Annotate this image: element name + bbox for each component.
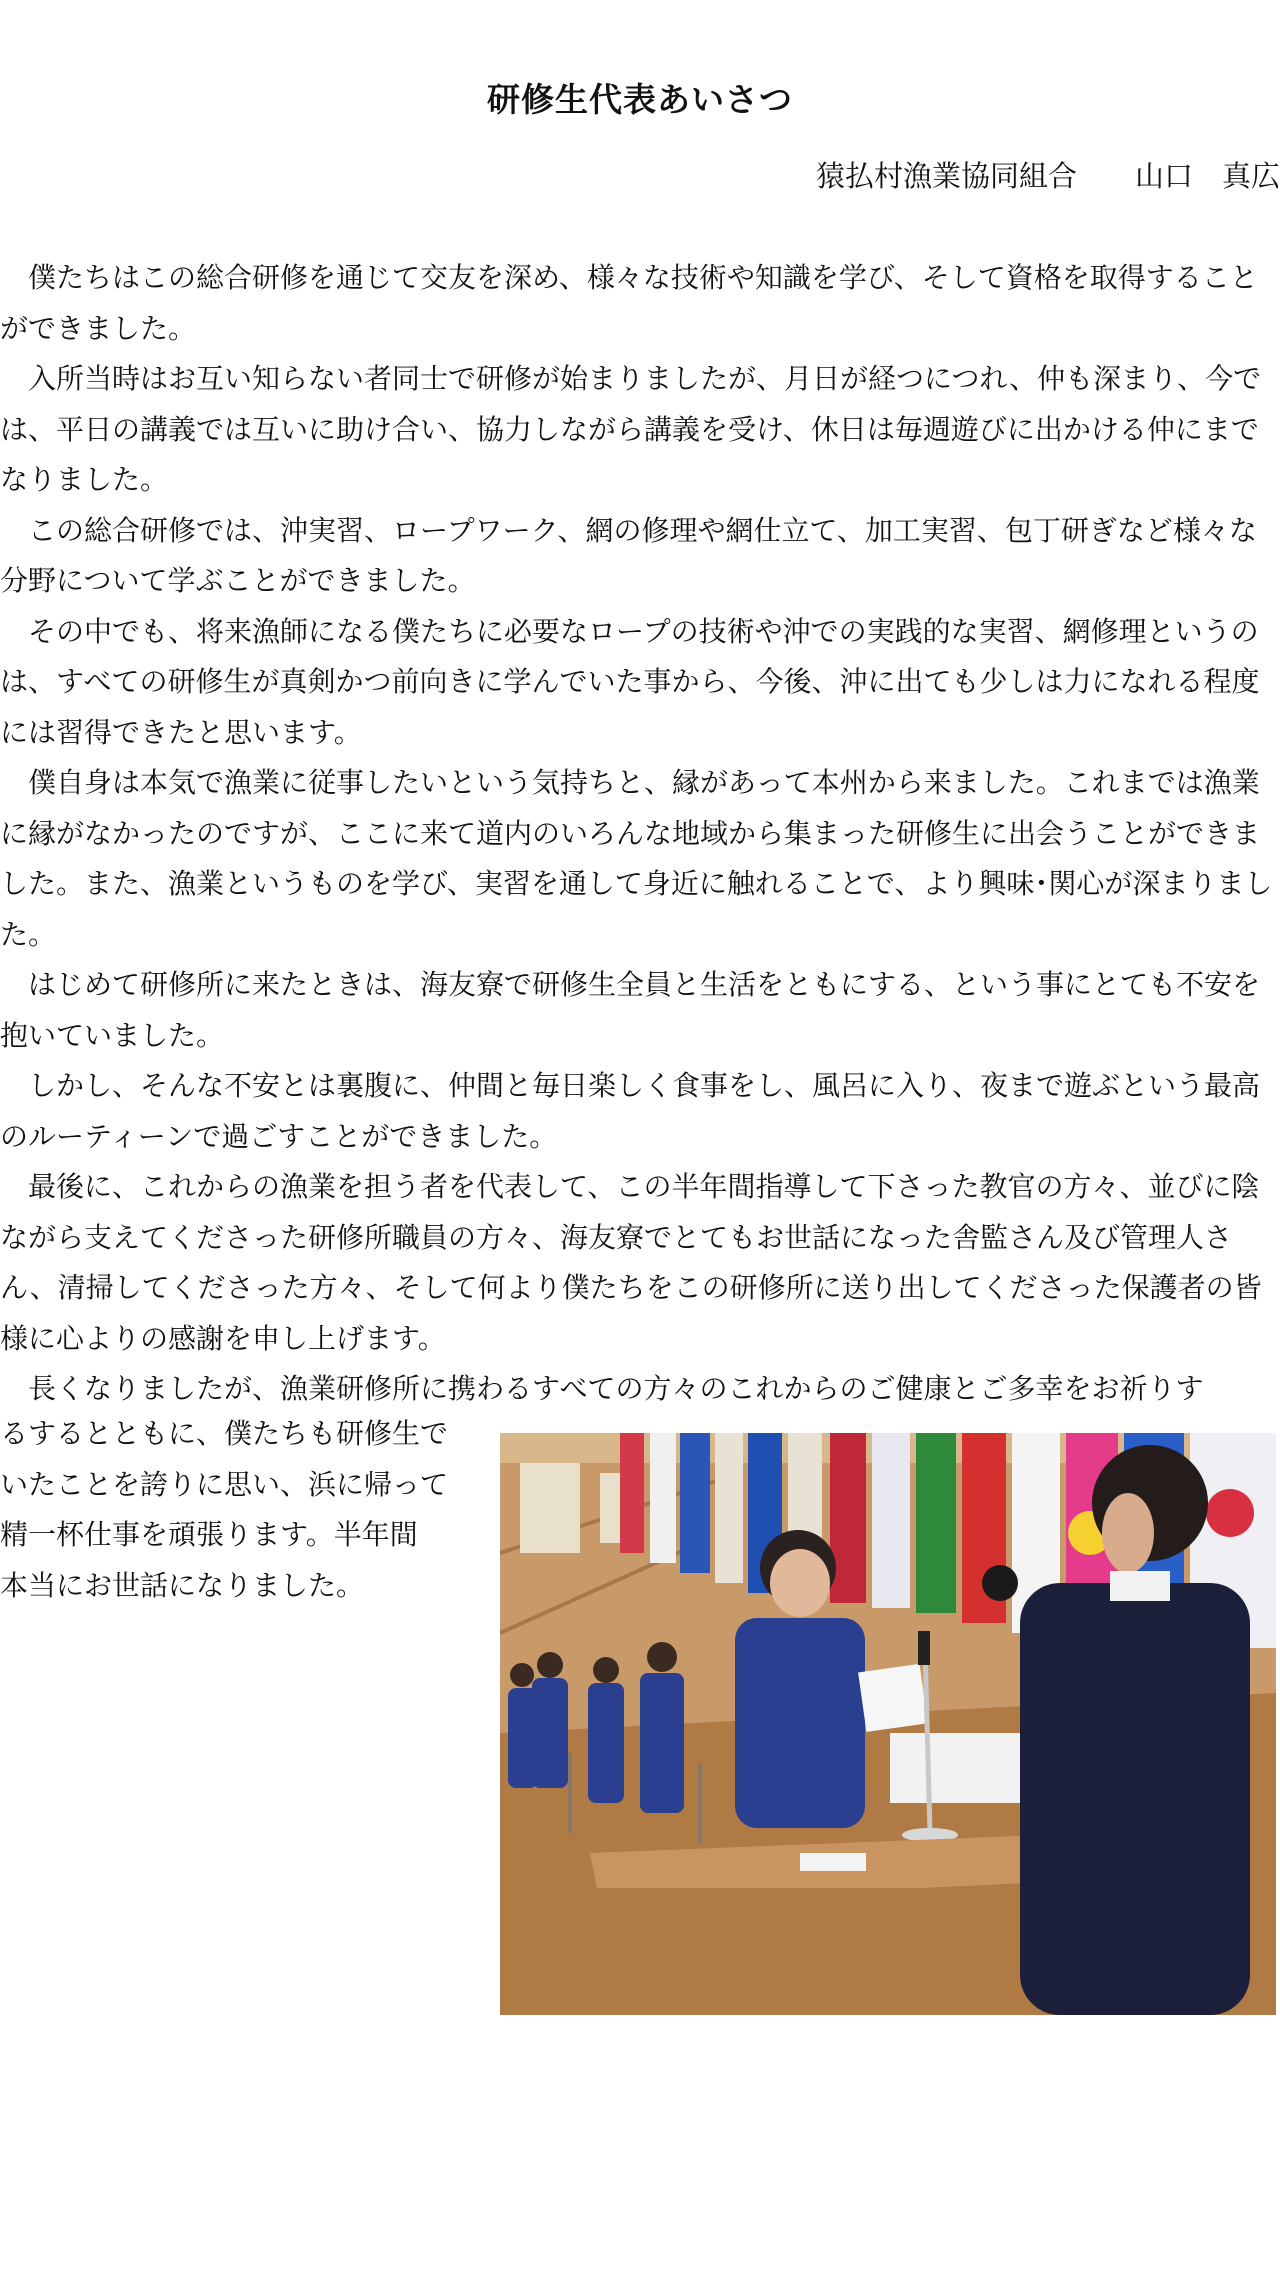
closing-lines xyxy=(0,1409,480,1611)
author-line: 猿払村漁業協同組合 山口 真広 xyxy=(815,159,1280,193)
closing-line: いたことを誇りに思い、浜に帰って xyxy=(0,1467,449,1501)
paragraph: 最後に、これからの漁業を担う者を代表して、この半年間指導して下さった教官の方々、並びに陰ながら支えてくださった研修所職員の方々、海友寮でとてもお世話になった舎監さん及び管理人さん、清掃してくださった方々、そして何より僕たちをこの研修所に送り出してくださった保護者の皆様に心よりの感謝を申し上げます。 xyxy=(0,1170,1262,1355)
paragraph: その中でも、将来漁師になる僕たちに必要なロープの技術や沖での実践的な実習、網修理というのは、すべての研修生が真剣かつ前向きに学んでいた事から、今後、沖に出ても少しは力になれる程度には習得できたと思います。 xyxy=(0,614,1260,749)
ceremony-photo-icon xyxy=(500,1433,1276,2015)
page-title: 研修生代表あいさつ xyxy=(487,80,793,119)
speech-body xyxy=(0,253,1280,1415)
paragraph: 僕たちはこの総合研修を通じて交友を深め、様々な技術や知識を学び、そして資格を取得することができました。 xyxy=(0,261,1258,345)
closing-line: 本当にお世話になりました。 xyxy=(0,1568,365,1602)
paragraph: この総合研修では、沖実習、ロープワーク、網の修理や網仕立て、加工実習、包丁研ぎなど様々な分野について学ぶことができました。 xyxy=(0,513,1257,597)
closing-line: 精一杯仕事を頑張ります。半年間 xyxy=(0,1518,418,1551)
paragraph: 長くなりましたが、漁業研修所に携わるすべての方々のこれからのご健康とご多幸をお祈りす xyxy=(28,1372,1204,1405)
paragraph: しかし、そんな不安とは裏腹に、仲間と毎日楽しく食事をし、風呂に入り、夜まで遊ぶという最高のルーティーンで過ごすことができました。 xyxy=(0,1069,1261,1153)
paragraph: 入所当時はお互い知らない者同士で研修が始まりましたが、月日が経つにつれ、仲も深まり、今では、平日の講義では互いに助け合い、協力しながら講義を受け、休日は毎週遊びに出かける仲にまでなりました。 xyxy=(0,362,1262,496)
closing-line: るするとともに、僕たちも研修生で xyxy=(0,1417,449,1450)
paragraph: 僕自身は本気で漁業に従事したいという気持ちと、縁があって本州から来ました。これまでは漁業に縁がなかったのですが、ここに来て道内のいろんな地域から集まった研修生に出会うことができました。また、漁業というものを学び、実習を通して身近に触れることで、より興味･関心が深まりました。 xyxy=(0,766,1273,951)
ceremony-photo xyxy=(500,1433,1276,2015)
paragraph: はじめて研修所に来たときは、海友寮で研修生全員と生活をともにする、という事にとても不安を抱いていました。 xyxy=(0,968,1261,1052)
